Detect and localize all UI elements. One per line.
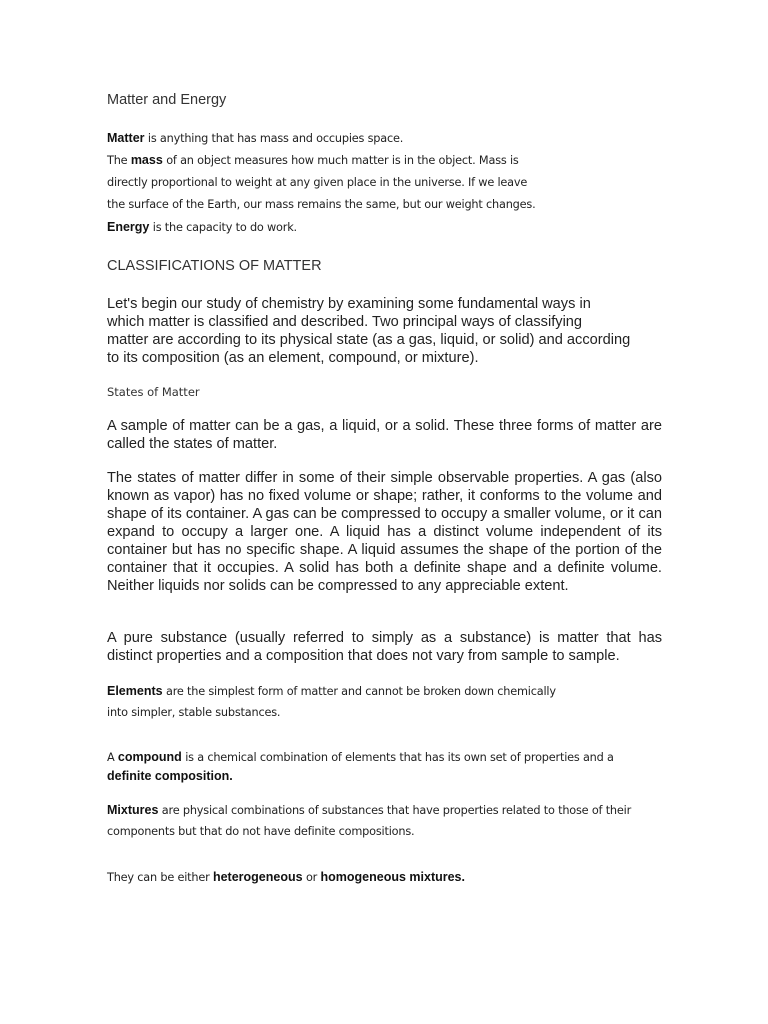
mass-definition-line-3: the surface of the Earth, our mass remains the same, but our weight changes. [107,198,536,211]
states-paragraph-2: The states of matter differ in some of their simple observable properties. A gas (also known as vapor) has no fixed volume or shape; rather, it conforms to the volume and shape of its container. A gas can be compressed to occupy a smaller volume, or it can expand to occupy a larger one. A liquid has a distinct volume independent of its container but has no specific shape. A liquid assumes the shape of the portion of the container that it occupies. A solid has both a definite shape and a definite volume. Neither liquids nor solids can be compressed to any appreciable extent. [107,470,662,594]
heterogeneous-term: heterogeneous [212,870,303,884]
page-title: Matter and Energy [107,92,227,108]
compound-term: compound [117,750,182,764]
mixtures-definition-line-2: components but that do not have definite compositions. [107,825,415,838]
matter-definition [107,131,403,145]
intro-line-3: matter are according to its physical state (as a gas, liquid, or solid) and according [107,332,631,348]
mixture-types [107,870,465,884]
compound-definition-text: is a chemical combination of elements that has its own set of properties and a [181,751,614,764]
intro-line-4: to its composition (as an element, compound, or mixture). [107,350,479,366]
mixtures-definition-text: are physical combinations of substances that have properties related to those of their [158,804,632,817]
mass-definition-line-2: directly proportional to weight at any given place in the universe. If we leave [107,176,528,189]
compound-definition-line-2 [107,769,233,783]
mass-definition-text: of an object measures how much matter is in the object. Mass is [162,154,519,167]
definite-composition-term: definite composition. [107,769,233,783]
mass-definition-line-1 [107,153,519,167]
energy-definition-text: is the capacity to do work. [149,221,297,234]
elements-definition-line-1 [107,684,556,698]
compound-definition-line-1 [107,750,614,764]
mixture-types-or: or [302,871,321,884]
compound-prefix: A [107,751,118,764]
matter-term: Matter [107,131,145,145]
mixture-types-prefix: They can be either [107,871,213,884]
elements-definition-line-2: into simpler, stable substances. [107,706,281,719]
intro-line-1: Let's begin our study of chemistry by examining some fundamental ways in [107,296,591,312]
homogeneous-term: homogeneous mixtures. [320,870,465,884]
energy-term: Energy [107,220,150,234]
mass-term: mass [130,153,163,167]
matter-definition-text: is anything that has mass and occupies space. [144,132,404,145]
intro-line-2: which matter is classified and described. Two principal ways of classifying [107,314,583,330]
elements-term: Elements [107,684,163,698]
pure-substance-paragraph: A pure substance (usually referred to simply as a substance) is matter that has distinct properties and a composition that does not vary from sample to sample. [107,630,662,664]
mixtures-term: Mixtures [107,803,159,817]
mass-prefix: The [107,154,131,167]
states-paragraph-1: A sample of matter can be a gas, a liquid, or a solid. These three forms of matter are called the states of matter. [107,418,662,452]
states-heading: States of Matter [107,385,200,399]
energy-definition [107,220,297,234]
mixtures-definition-line-1 [107,803,631,817]
elements-definition-text: are the simplest form of matter and cannot be broken down chemically [162,685,556,698]
classifications-heading: CLASSIFICATIONS OF MATTER [107,258,322,274]
